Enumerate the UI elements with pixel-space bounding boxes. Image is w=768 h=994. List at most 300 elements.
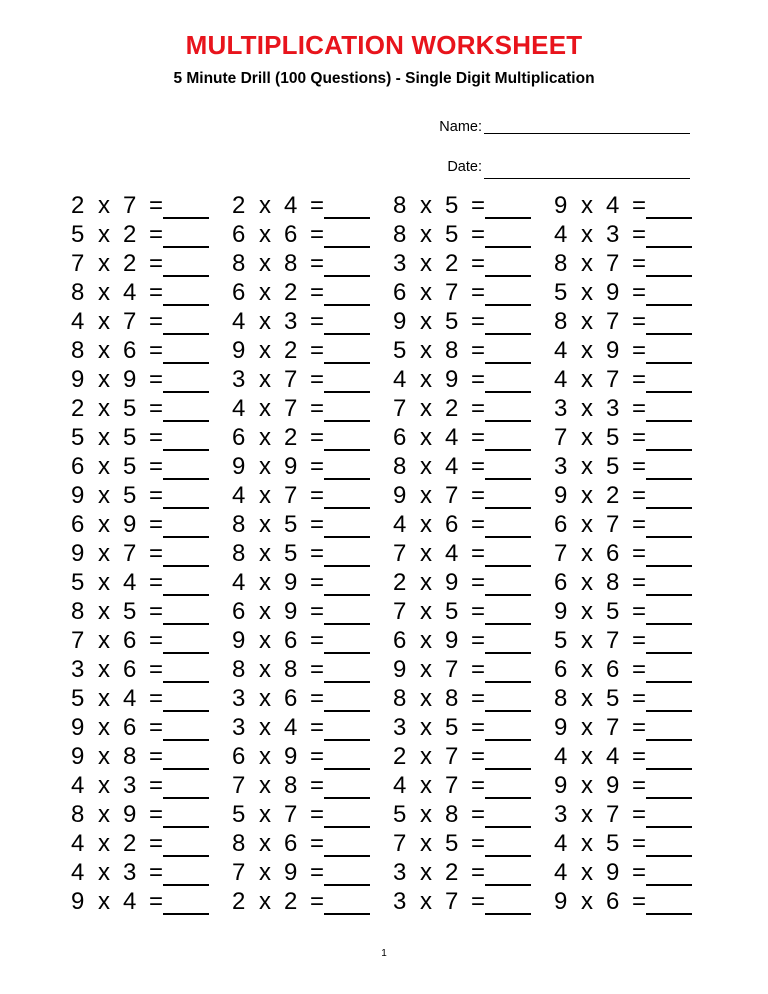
answer-blank[interactable] (163, 536, 209, 538)
factor-2: 5 (445, 830, 459, 857)
equals-sign: = (149, 482, 164, 509)
factor-1: 6 (393, 627, 407, 654)
equals-sign: = (632, 424, 647, 451)
problem-row (554, 858, 714, 887)
answer-blank[interactable] (485, 565, 531, 567)
factor-1: 4 (232, 395, 246, 422)
answer-blank[interactable] (324, 565, 370, 567)
factor-2: 5 (123, 395, 137, 422)
multiply-sign: x (259, 685, 271, 712)
multiply-sign: x (259, 250, 271, 277)
multiply-sign: x (98, 337, 110, 364)
name-label: Name: (439, 119, 482, 135)
multiply-sign: x (259, 859, 271, 886)
equals-sign: = (149, 395, 164, 422)
multiply-sign: x (420, 540, 432, 567)
answer-blank[interactable] (324, 275, 370, 277)
multiply-sign: x (581, 801, 593, 828)
factor-1: 6 (232, 743, 246, 770)
equals-sign: = (310, 453, 325, 480)
factor-1: 8 (554, 685, 568, 712)
answer-blank[interactable] (485, 275, 531, 277)
answer-blank[interactable] (324, 449, 370, 451)
problem-row (71, 713, 231, 742)
answer-blank[interactable] (485, 246, 531, 248)
equals-sign: = (632, 743, 647, 770)
factor-1: 4 (393, 772, 407, 799)
answer-blank[interactable] (485, 826, 531, 828)
answer-blank[interactable] (646, 217, 692, 219)
multiply-sign: x (98, 627, 110, 654)
problem-row (393, 742, 553, 771)
factor-2: 5 (284, 540, 298, 567)
factor-2: 7 (284, 801, 298, 828)
answer-blank[interactable] (646, 565, 692, 567)
factor-1: 8 (393, 192, 407, 219)
factor-2: 2 (445, 859, 459, 886)
answer-blank[interactable] (324, 478, 370, 480)
answer-blank[interactable] (324, 217, 370, 219)
equals-sign: = (310, 221, 325, 248)
answer-blank[interactable] (646, 594, 692, 596)
problem-row (393, 336, 553, 365)
problem-row (554, 568, 714, 597)
multiply-sign: x (259, 627, 271, 654)
multiply-sign: x (98, 598, 110, 625)
equals-sign: = (149, 714, 164, 741)
equals-sign: = (632, 772, 647, 799)
factor-2: 2 (284, 279, 298, 306)
factor-2: 5 (123, 424, 137, 451)
answer-blank[interactable] (324, 594, 370, 596)
answer-blank[interactable] (324, 826, 370, 828)
equals-sign: = (632, 482, 647, 509)
answer-blank[interactable] (163, 826, 209, 828)
answer-blank[interactable] (324, 681, 370, 683)
problem-row (393, 829, 553, 858)
problem-column-4 (554, 191, 714, 916)
equals-sign: = (149, 859, 164, 886)
multiply-sign: x (581, 743, 593, 770)
factor-2: 5 (606, 453, 620, 480)
answer-blank[interactable] (485, 710, 531, 712)
problem-row (232, 655, 392, 684)
problem-row (71, 742, 231, 771)
equals-sign: = (149, 337, 164, 364)
answer-blank[interactable] (485, 478, 531, 480)
factor-2: 2 (445, 395, 459, 422)
multiply-sign: x (420, 221, 432, 248)
answer-blank[interactable] (163, 855, 209, 857)
answer-blank[interactable] (646, 623, 692, 625)
factor-2: 5 (123, 453, 137, 480)
problem-row (393, 365, 553, 394)
factor-2: 7 (606, 627, 620, 654)
factor-1: 6 (232, 598, 246, 625)
problem-row (232, 597, 392, 626)
multiply-sign: x (581, 250, 593, 277)
answer-blank[interactable] (646, 797, 692, 799)
answer-blank[interactable] (324, 652, 370, 654)
multiply-sign: x (420, 685, 432, 712)
multiply-sign: x (259, 714, 271, 741)
factor-2: 8 (123, 743, 137, 770)
answer-blank[interactable] (646, 246, 692, 248)
multiply-sign: x (581, 337, 593, 364)
equals-sign: = (310, 279, 325, 306)
problem-row (232, 800, 392, 829)
factor-1: 8 (71, 598, 85, 625)
problem-row (71, 597, 231, 626)
multiply-sign: x (98, 366, 110, 393)
factor-2: 3 (123, 859, 137, 886)
multiply-sign: x (581, 366, 593, 393)
multiply-sign: x (581, 221, 593, 248)
factor-2: 6 (284, 830, 298, 857)
answer-blank[interactable] (646, 536, 692, 538)
answer-blank[interactable] (485, 420, 531, 422)
equals-sign: = (149, 772, 164, 799)
multiply-sign: x (98, 279, 110, 306)
factor-2: 6 (445, 511, 459, 538)
answer-blank[interactable] (485, 594, 531, 596)
equals-sign: = (310, 888, 325, 915)
problem-column-1 (71, 191, 231, 916)
factor-1: 9 (554, 482, 568, 509)
factor-1: 4 (71, 308, 85, 335)
factor-1: 7 (554, 424, 568, 451)
equals-sign: = (149, 221, 164, 248)
answer-blank[interactable] (324, 739, 370, 741)
equals-sign: = (471, 888, 486, 915)
equals-sign: = (632, 859, 647, 886)
equals-sign: = (632, 221, 647, 248)
factor-2: 9 (606, 772, 620, 799)
answer-blank[interactable] (163, 246, 209, 248)
multiply-sign: x (581, 540, 593, 567)
factor-2: 5 (123, 482, 137, 509)
answer-blank[interactable] (646, 913, 692, 915)
answer-blank[interactable] (163, 333, 209, 335)
answer-blank[interactable] (646, 362, 692, 364)
factor-2: 9 (284, 859, 298, 886)
problem-row (554, 452, 714, 481)
answer-blank[interactable] (324, 304, 370, 306)
equals-sign: = (471, 569, 486, 596)
multiply-sign: x (259, 337, 271, 364)
factor-2: 7 (284, 482, 298, 509)
answer-blank[interactable] (485, 333, 531, 335)
factor-1: 4 (554, 221, 568, 248)
answer-blank[interactable] (163, 594, 209, 596)
answer-blank[interactable] (485, 536, 531, 538)
answer-blank[interactable] (163, 623, 209, 625)
answer-blank[interactable] (646, 275, 692, 277)
answer-blank[interactable] (646, 507, 692, 509)
answer-blank[interactable] (646, 652, 692, 654)
factor-1: 3 (393, 250, 407, 277)
multiply-sign: x (581, 830, 593, 857)
factor-1: 8 (71, 337, 85, 364)
answer-blank[interactable] (485, 362, 531, 364)
factor-2: 3 (606, 395, 620, 422)
answer-blank[interactable] (324, 797, 370, 799)
multiply-sign: x (420, 627, 432, 654)
answer-blank[interactable] (163, 507, 209, 509)
factor-2: 9 (284, 569, 298, 596)
problem-row (71, 858, 231, 887)
multiply-sign: x (259, 482, 271, 509)
answer-blank[interactable] (324, 362, 370, 364)
equals-sign: = (632, 888, 647, 915)
equals-sign: = (310, 540, 325, 567)
problem-row (554, 742, 714, 771)
multiply-sign: x (98, 482, 110, 509)
multiply-sign: x (259, 598, 271, 625)
factor-2: 7 (445, 656, 459, 683)
multiply-sign: x (98, 192, 110, 219)
answer-blank[interactable] (163, 913, 209, 915)
answer-blank[interactable] (163, 304, 209, 306)
answer-blank[interactable] (485, 449, 531, 451)
answer-blank[interactable] (163, 739, 209, 741)
factor-1: 2 (232, 888, 246, 915)
multiply-sign: x (259, 279, 271, 306)
equals-sign: = (310, 192, 325, 219)
answer-blank[interactable] (646, 420, 692, 422)
answer-blank[interactable] (324, 420, 370, 422)
multiply-sign: x (581, 569, 593, 596)
multiply-sign: x (98, 511, 110, 538)
answer-blank[interactable] (163, 565, 209, 567)
factor-2: 7 (284, 395, 298, 422)
problem-row (393, 452, 553, 481)
answer-blank[interactable] (324, 710, 370, 712)
problem-row (554, 539, 714, 568)
multiply-sign: x (581, 279, 593, 306)
answer-blank[interactable] (646, 681, 692, 683)
answer-blank[interactable] (163, 797, 209, 799)
multiply-sign: x (420, 395, 432, 422)
problem-row (232, 394, 392, 423)
answer-blank[interactable] (646, 391, 692, 393)
answer-blank[interactable] (485, 217, 531, 219)
factor-1: 4 (554, 366, 568, 393)
answer-blank[interactable] (163, 217, 209, 219)
answer-blank[interactable] (485, 884, 531, 886)
factor-2: 4 (123, 685, 137, 712)
answer-blank[interactable] (485, 623, 531, 625)
answer-blank[interactable] (646, 884, 692, 886)
answer-blank[interactable] (646, 739, 692, 741)
answer-blank[interactable] (485, 652, 531, 654)
factor-1: 9 (554, 192, 568, 219)
factor-2: 7 (606, 308, 620, 335)
equals-sign: = (632, 598, 647, 625)
name-field[interactable] (484, 133, 690, 134)
answer-blank[interactable] (324, 507, 370, 509)
equals-sign: = (471, 656, 486, 683)
factor-1: 9 (554, 772, 568, 799)
factor-2: 9 (606, 279, 620, 306)
factor-2: 9 (284, 743, 298, 770)
answer-blank[interactable] (324, 623, 370, 625)
date-field[interactable] (484, 178, 690, 179)
answer-blank[interactable] (324, 536, 370, 538)
problem-row (554, 336, 714, 365)
factor-2: 7 (606, 250, 620, 277)
equals-sign: = (632, 337, 647, 364)
factor-2: 5 (606, 685, 620, 712)
multiply-sign: x (259, 569, 271, 596)
factor-1: 8 (554, 250, 568, 277)
factor-1: 8 (393, 685, 407, 712)
factor-2: 5 (445, 192, 459, 219)
problem-row (232, 626, 392, 655)
answer-blank[interactable] (163, 768, 209, 770)
factor-1: 8 (232, 250, 246, 277)
answer-blank[interactable] (324, 246, 370, 248)
answer-blank[interactable] (485, 739, 531, 741)
answer-blank[interactable] (646, 304, 692, 306)
factor-2: 8 (445, 685, 459, 712)
answer-blank[interactable] (324, 884, 370, 886)
answer-blank[interactable] (485, 768, 531, 770)
factor-2: 5 (606, 830, 620, 857)
factor-1: 4 (554, 859, 568, 886)
factor-2: 7 (123, 540, 137, 567)
answer-blank[interactable] (646, 826, 692, 828)
factor-1: 4 (554, 743, 568, 770)
answer-blank[interactable] (163, 449, 209, 451)
factor-1: 2 (393, 743, 407, 770)
factor-2: 5 (606, 598, 620, 625)
problem-row (232, 887, 392, 916)
answer-blank[interactable] (646, 855, 692, 857)
answer-blank[interactable] (163, 710, 209, 712)
answer-blank[interactable] (646, 449, 692, 451)
problem-row (554, 191, 714, 220)
answer-blank[interactable] (485, 681, 531, 683)
equals-sign: = (471, 482, 486, 509)
answer-blank[interactable] (163, 478, 209, 480)
problem-row (71, 887, 231, 916)
answer-blank[interactable] (163, 681, 209, 683)
factor-2: 3 (284, 308, 298, 335)
factor-2: 8 (445, 337, 459, 364)
answer-blank[interactable] (485, 304, 531, 306)
answer-blank[interactable] (163, 275, 209, 277)
factor-2: 9 (445, 627, 459, 654)
multiply-sign: x (259, 221, 271, 248)
problem-row (71, 191, 231, 220)
equals-sign: = (471, 250, 486, 277)
problem-row (71, 423, 231, 452)
answer-blank[interactable] (163, 420, 209, 422)
multiply-sign: x (420, 830, 432, 857)
problem-row (232, 568, 392, 597)
problem-row (71, 510, 231, 539)
answer-blank[interactable] (324, 855, 370, 857)
answer-blank[interactable] (646, 768, 692, 770)
multiply-sign: x (98, 656, 110, 683)
answer-blank[interactable] (163, 884, 209, 886)
answer-blank[interactable] (485, 797, 531, 799)
answer-blank[interactable] (485, 855, 531, 857)
answer-blank[interactable] (485, 391, 531, 393)
equals-sign: = (149, 801, 164, 828)
answer-blank[interactable] (324, 913, 370, 915)
factor-2: 2 (123, 250, 137, 277)
answer-blank[interactable] (163, 652, 209, 654)
factor-2: 7 (606, 801, 620, 828)
multiply-sign: x (98, 859, 110, 886)
problem-row (393, 858, 553, 887)
multiply-sign: x (98, 540, 110, 567)
problem-row (554, 800, 714, 829)
answer-blank[interactable] (163, 362, 209, 364)
problem-row (554, 394, 714, 423)
answer-blank[interactable] (485, 913, 531, 915)
multiply-sign: x (420, 366, 432, 393)
answer-blank[interactable] (485, 507, 531, 509)
problem-row (554, 249, 714, 278)
problem-row (232, 452, 392, 481)
answer-blank[interactable] (646, 478, 692, 480)
equals-sign: = (632, 395, 647, 422)
problem-row (393, 423, 553, 452)
equals-sign: = (471, 424, 486, 451)
problem-row (554, 307, 714, 336)
problem-row (71, 220, 231, 249)
multiply-sign: x (98, 569, 110, 596)
multiply-sign: x (420, 308, 432, 335)
answer-blank[interactable] (646, 333, 692, 335)
problem-row (554, 713, 714, 742)
equals-sign: = (632, 714, 647, 741)
multiply-sign: x (259, 656, 271, 683)
answer-blank[interactable] (324, 391, 370, 393)
factor-1: 9 (554, 714, 568, 741)
multiply-sign: x (420, 888, 432, 915)
equals-sign: = (310, 569, 325, 596)
equals-sign: = (471, 395, 486, 422)
multiply-sign: x (259, 801, 271, 828)
factor-2: 4 (445, 540, 459, 567)
answer-blank[interactable] (163, 391, 209, 393)
problem-row (71, 278, 231, 307)
equals-sign: = (471, 685, 486, 712)
factor-2: 2 (284, 337, 298, 364)
answer-blank[interactable] (646, 710, 692, 712)
factor-1: 4 (554, 830, 568, 857)
factor-1: 9 (393, 656, 407, 683)
factor-2: 5 (606, 424, 620, 451)
factor-1: 6 (71, 511, 85, 538)
factor-2: 6 (123, 656, 137, 683)
problem-row (393, 800, 553, 829)
factor-2: 9 (123, 801, 137, 828)
factor-1: 3 (71, 656, 85, 683)
answer-blank[interactable] (324, 768, 370, 770)
equals-sign: = (149, 598, 164, 625)
problem-row (71, 568, 231, 597)
answer-blank[interactable] (324, 333, 370, 335)
problem-row (232, 249, 392, 278)
factor-2: 9 (123, 366, 137, 393)
equals-sign: = (310, 801, 325, 828)
problem-row (232, 307, 392, 336)
